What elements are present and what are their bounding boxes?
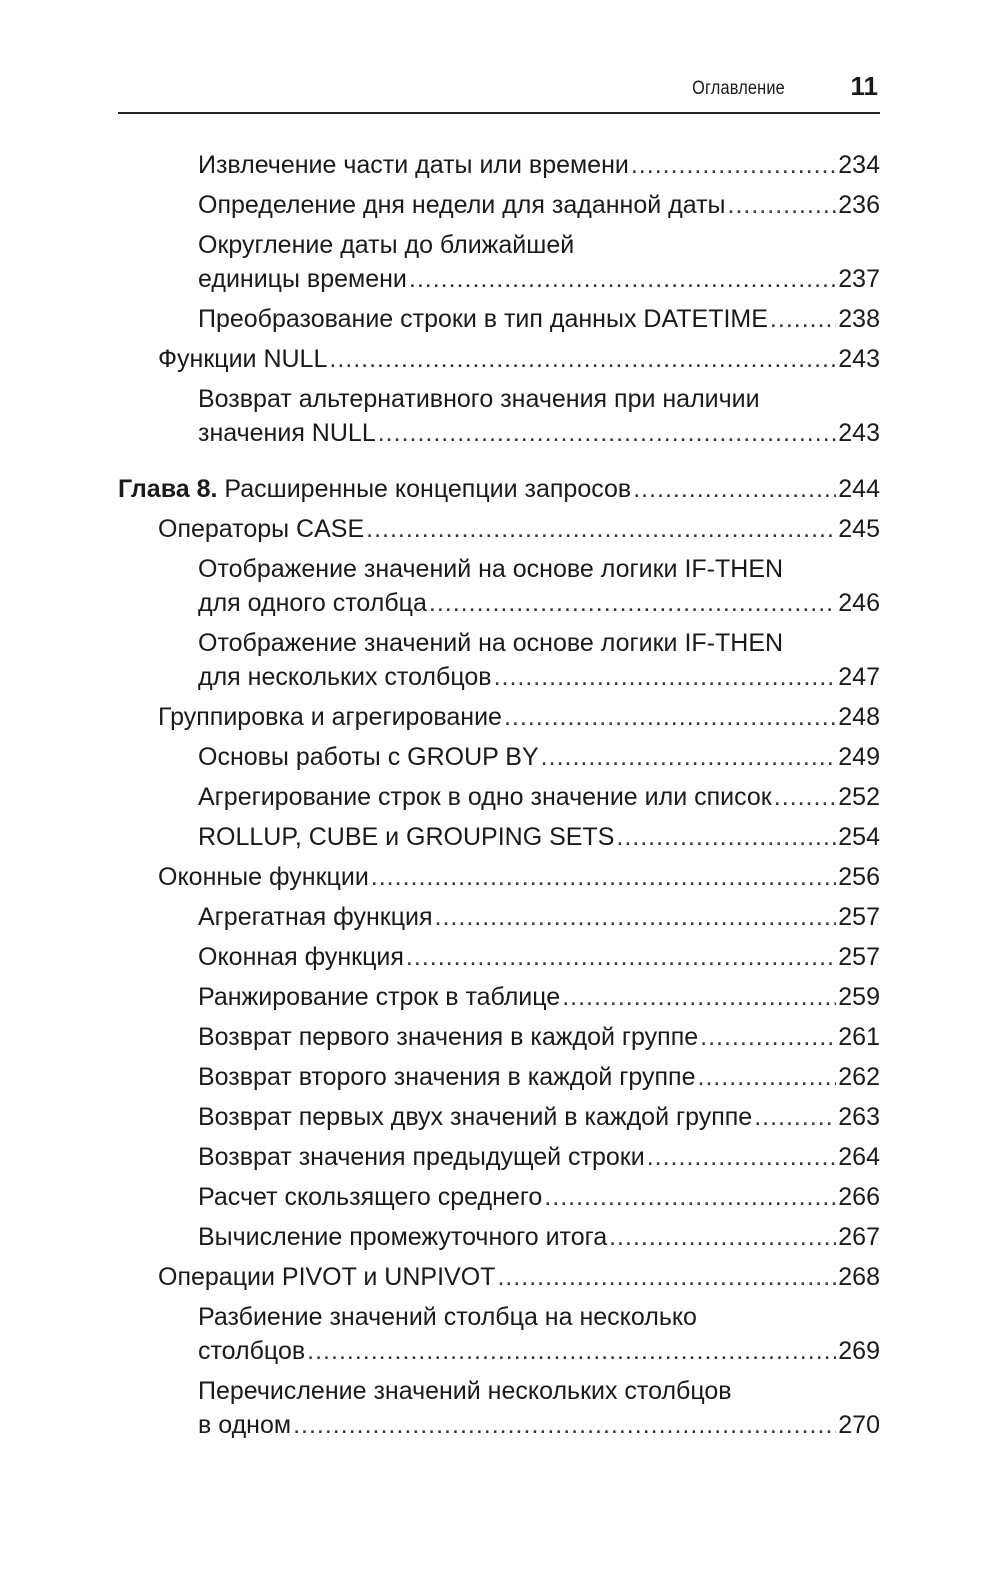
toc-entry-title-line: Перечисление значений нескольких столбцов xyxy=(198,1377,732,1405)
toc-entry xyxy=(118,1180,880,1214)
dot-leader xyxy=(504,700,836,734)
toc-entry xyxy=(118,1300,880,1368)
dot-leader xyxy=(728,188,837,222)
dot-leader xyxy=(616,820,836,854)
toc-entry-page: 234 xyxy=(838,151,880,179)
toc-entry-title: для нескольких столбцов xyxy=(198,663,492,691)
toc-chapter-entry xyxy=(118,472,880,506)
toc-entry-title: Агрегатная функция xyxy=(198,903,433,931)
toc-entry-title-line: Возврат альтернативного значения при наличии xyxy=(198,385,760,413)
dot-leader xyxy=(541,740,837,774)
toc-entry xyxy=(118,700,880,734)
toc-entry xyxy=(118,1060,880,1094)
toc-entry-title-line: Отображение значений на основе логики IF-THEN xyxy=(198,555,784,583)
toc-entry-page: 245 xyxy=(838,515,880,543)
toc-entry-title: Основы работы с GROUP BY xyxy=(198,743,539,771)
toc-entry-title-line: Округление даты до ближайшей xyxy=(198,231,575,259)
dot-leader xyxy=(494,660,837,694)
toc-entry-title-line: Разбиение значений столбца на несколько xyxy=(198,1303,697,1331)
toc-entry-page: 238 xyxy=(838,305,880,333)
toc-entry xyxy=(118,148,880,182)
toc-entry-page: 248 xyxy=(838,703,880,731)
toc-entry-title xyxy=(118,472,631,506)
toc-entry-page: 263 xyxy=(838,1103,880,1131)
toc-entry xyxy=(118,382,880,450)
toc-entry-title: Оконные функции xyxy=(158,863,369,891)
toc-entry xyxy=(118,820,880,854)
chapter-title: Расширенные концепции запросов xyxy=(217,475,632,503)
dot-leader xyxy=(429,586,836,620)
toc-entry xyxy=(118,860,880,894)
toc-entry xyxy=(118,1260,880,1294)
toc-entry xyxy=(118,1100,880,1134)
dot-leader xyxy=(409,262,836,296)
toc-entry-page: 246 xyxy=(838,589,880,617)
toc-entry xyxy=(118,1374,880,1442)
toc-entry-page: 243 xyxy=(838,419,880,447)
toc-entry xyxy=(118,900,880,934)
toc-entry-title: Операции PIVOT и UNPIVOT xyxy=(158,1263,496,1291)
toc-entry-page: 268 xyxy=(838,1263,880,1291)
toc-entry-title: Вычисление промежуточного итога xyxy=(198,1223,608,1251)
toc-entry xyxy=(118,228,880,296)
toc-entry-page: 266 xyxy=(838,1183,880,1211)
toc-entry-title: ROLLUP, CUBE и GROUPING SETS xyxy=(198,823,615,851)
toc-entry-title: в одном xyxy=(198,1411,292,1439)
toc-entry-title: Извлечение части даты или времени xyxy=(198,151,629,179)
chapter-label: Глава 8. xyxy=(118,475,218,503)
toc-entry-title: единицы времени xyxy=(198,265,407,293)
toc-entry-page: 244 xyxy=(838,475,880,503)
dot-leader xyxy=(329,342,836,376)
dot-leader xyxy=(366,512,836,546)
running-header-title: Оглавление xyxy=(692,78,785,99)
toc-entry xyxy=(118,626,880,694)
toc-entry xyxy=(118,1220,880,1254)
dot-leader xyxy=(700,1020,836,1054)
toc-entry-title: Ранжирование строк в таблице xyxy=(198,983,561,1011)
dot-leader xyxy=(435,900,837,934)
toc-entry-page: 269 xyxy=(838,1337,880,1365)
toc-entry-page: 247 xyxy=(838,663,880,691)
toc-entry-title-line: Отображение значений на основе логики IF-THEN xyxy=(198,629,784,657)
dot-leader xyxy=(609,1220,836,1254)
toc-entry-page: 264 xyxy=(838,1143,880,1171)
dot-leader xyxy=(770,302,836,336)
toc-entry-page: 254 xyxy=(838,823,880,851)
dot-leader xyxy=(293,1408,836,1442)
dot-leader xyxy=(544,1180,836,1214)
toc-entry-page: 267 xyxy=(838,1223,880,1251)
toc-entry xyxy=(118,302,880,336)
toc-entry xyxy=(118,512,880,546)
toc-entry xyxy=(118,188,880,222)
toc-entry-title: Функции NULL xyxy=(158,345,328,373)
toc-entry-title: значения NULL xyxy=(198,419,376,447)
toc-entry xyxy=(118,980,880,1014)
dot-leader xyxy=(378,416,837,450)
dot-leader xyxy=(754,1100,836,1134)
toc-entry-title: для одного столбца xyxy=(198,589,427,617)
toc-entry-title: Возврат первых двух значений в каждой группе xyxy=(198,1103,753,1131)
toc-entry-page: 237 xyxy=(838,265,880,293)
toc-entry-page: 256 xyxy=(838,863,880,891)
toc-entry-page: 249 xyxy=(838,743,880,771)
toc-entry xyxy=(118,342,880,376)
toc-entry-title: Операторы CASE xyxy=(158,515,365,543)
toc-entry-page: 243 xyxy=(838,345,880,373)
toc-entry-page: 257 xyxy=(838,903,880,931)
toc-entry-title: Преобразование строки в тип данных DATETIME xyxy=(198,305,768,333)
toc-entry-title: Оконная функция xyxy=(198,943,404,971)
toc-entry-title: Агрегирование строк в одно значение или список xyxy=(198,783,772,811)
toc-entry xyxy=(118,1020,880,1054)
dot-leader xyxy=(698,1060,837,1094)
toc-entry-page: 257 xyxy=(838,943,880,971)
dot-leader xyxy=(774,780,837,814)
toc-entry-title: Определение дня недели для заданной даты xyxy=(198,191,726,219)
dot-leader xyxy=(371,860,837,894)
dot-leader xyxy=(307,1334,836,1368)
toc-entry xyxy=(118,1140,880,1174)
toc-entry-page: 262 xyxy=(838,1063,880,1091)
toc-entry-page: 270 xyxy=(838,1411,880,1439)
running-header xyxy=(118,68,880,114)
toc-entry-title: Возврат первого значения в каждой группе xyxy=(198,1023,699,1051)
toc-entry xyxy=(118,740,880,774)
dot-leader xyxy=(633,472,836,506)
dot-leader xyxy=(647,1140,837,1174)
toc-entry-page: 252 xyxy=(838,783,880,811)
toc-entry-page: 236 xyxy=(838,191,880,219)
toc-entry-title: Расчет скользящего среднего xyxy=(198,1183,543,1211)
toc-entry-title: Возврат значения предыдущей строки xyxy=(198,1143,645,1171)
dot-leader xyxy=(631,148,836,182)
toc-entry-title: столбцов xyxy=(198,1337,306,1365)
toc-entry xyxy=(118,940,880,974)
dot-leader xyxy=(497,1260,836,1294)
toc-entry xyxy=(118,552,880,620)
dot-leader xyxy=(562,980,836,1014)
toc-entry-page: 261 xyxy=(838,1023,880,1051)
table-of-contents xyxy=(118,148,880,1448)
toc-entry-title: Группировка и агрегирование xyxy=(158,703,502,731)
toc-entry xyxy=(118,780,880,814)
dot-leader xyxy=(406,940,836,974)
toc-entry-title: Возврат второго значения в каждой группе xyxy=(198,1063,696,1091)
toc-entry-page: 259 xyxy=(838,983,880,1011)
page-number: 11 xyxy=(850,71,878,101)
